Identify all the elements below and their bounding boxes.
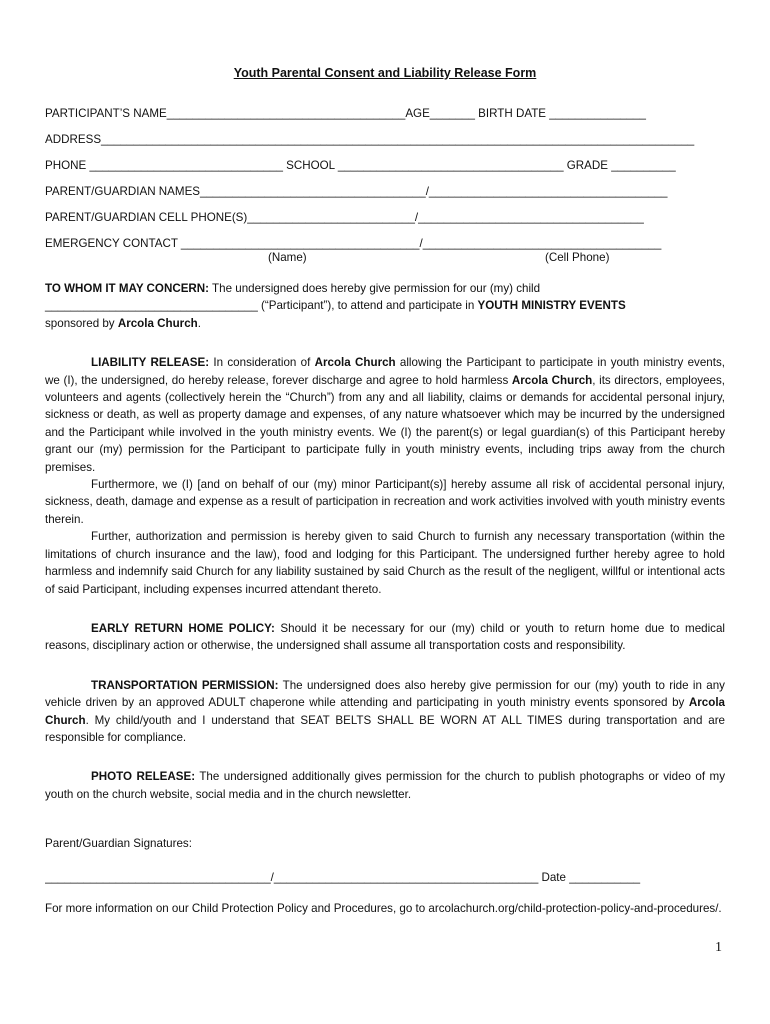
early-return-paragraph: EARLY RETURN HOME POLICY: Should it be necessary for our (my) child or youth to return home due to medical reasons, disciplinary action or otherwise, the undersigned shall assume all transportation costs and responsibility. [45,621,725,653]
phone-school-grade-field[interactable]: PHONE ______________________________ SCHOOL ___________________________________ GRADE __________ [45,159,676,172]
liability-release-paragraph: LIABILITY RELEASE: In consideration of Arcola Church allowing the Participant to participate in youth ministry events, we (I), the undersigned, do hereby release, forever discharge and agree to hold harmless Arcola Church, its directors, employees, volunteers and agents (collectively herein the “Church”) from any and all liability, claims or demands for accidental personal injury, sickness or death, as well as property damage and expenses, of any nature whatsoever which may be incurred by the undersigned and the Participant while involved in the youth ministry events. We (I) the parent(s) or legal guardian(s) of this Participant hereby grant our (my) permission for the Participant to participate fully in youth ministry events, including trips away from the church premises. [45,356,726,474]
parent-cell-phones-field[interactable]: PARENT/GUARDIAN CELL PHONE(S)__________________________/___________________________________ [45,211,644,224]
parent-guardian-names-field[interactable]: PARENT/GUARDIAN NAMES___________________________________/_____________________________________ [45,185,668,198]
emergency-contact-sublabels [45,251,725,268]
to-whom-it-may-concern: TO WHOM IT MAY CONCERN: The undersigned does hereby give permission for our (my) child _________________________________ (“Participant”), to attend and participate in YOUTH MINISTRY EVENTS sponsored by Arcola Church. [45,282,626,330]
liability-heading: LIABILITY RELEASE: [91,356,210,370]
photo-heading: PHOTO RELEASE: [91,770,196,784]
transportation-paragraph: TRANSPORTATION PERMISSION: The undersigned does also hereby give permission for our (my) youth to ride in any vehicle driven by an approved ADULT chaperone while attending and participating in youth ministry events sponsored by Arcola Church. My child/youth and I understand that SEAT BELTS SHALL BE WORN AT ALL TIMES during transportation and are responsible for compliance. [45,678,725,744]
participant-name-field[interactable]: PARTICIPANT’S NAME_____________________________________AGE_______ BIRTH DATE _______________ [45,107,646,120]
cell-phone-sublabel: (Cell Phone) [545,251,610,264]
authorization-paragraph: Further, authorization and permission is hereby given to said Church to furnish any necessary transportation (within the limitations of church insurance and the law), food and lodging for this Participant. The undersigned further hereby agree to hold harmless and indemnify said Church for any liability sustained by said Church as the result of the negligent, willful or intentional acts of said Participant, including expenses incurred attendant thereto. [45,530,725,596]
child-name-blank[interactable]: _________________________________ [45,299,258,313]
signature-date-line[interactable]: ___________________________________/_________________________________________ Date ___________ [45,871,641,885]
photo-release-paragraph: PHOTO RELEASE: The undersigned additionally gives permission for the church to publish photographs or video of my youth on the church website, social media and in the church newsletter. [45,770,726,801]
form-title: Youth Parental Consent and Liability Release Form [233,66,537,80]
page-number: 1 [715,940,722,955]
consent-form [45,66,725,918]
concern-heading: TO WHOM IT MAY CONCERN: [45,282,210,295]
signatures-label: Parent/Guardian Signatures: [45,837,192,851]
emergency-contact-field[interactable]: EMERGENCY CONTACT _____________________________________/_____________________________________ [45,237,662,250]
transportation-heading: TRANSPORTATION PERMISSION: [91,678,279,692]
early-return-heading: EARLY RETURN HOME POLICY: [91,621,275,635]
name-sublabel: (Name) [268,251,307,264]
footer-info: For more information on our Child Protection Policy and Procedures, go to arcolachurch.org/child-protection-policy-and-procedures/. [45,902,722,916]
address-field[interactable]: ADDRESS____________________________________________________________________________________________ [45,133,695,146]
assume-risk-paragraph: Furthermore, we (I) [and on behalf of our (my) minor Participant(s)] hereby assume all risk of accidental personal injury, sickness, death, damage and expense as a result of participation in recreation and work activities involved with youth ministry events therein. [45,478,725,526]
